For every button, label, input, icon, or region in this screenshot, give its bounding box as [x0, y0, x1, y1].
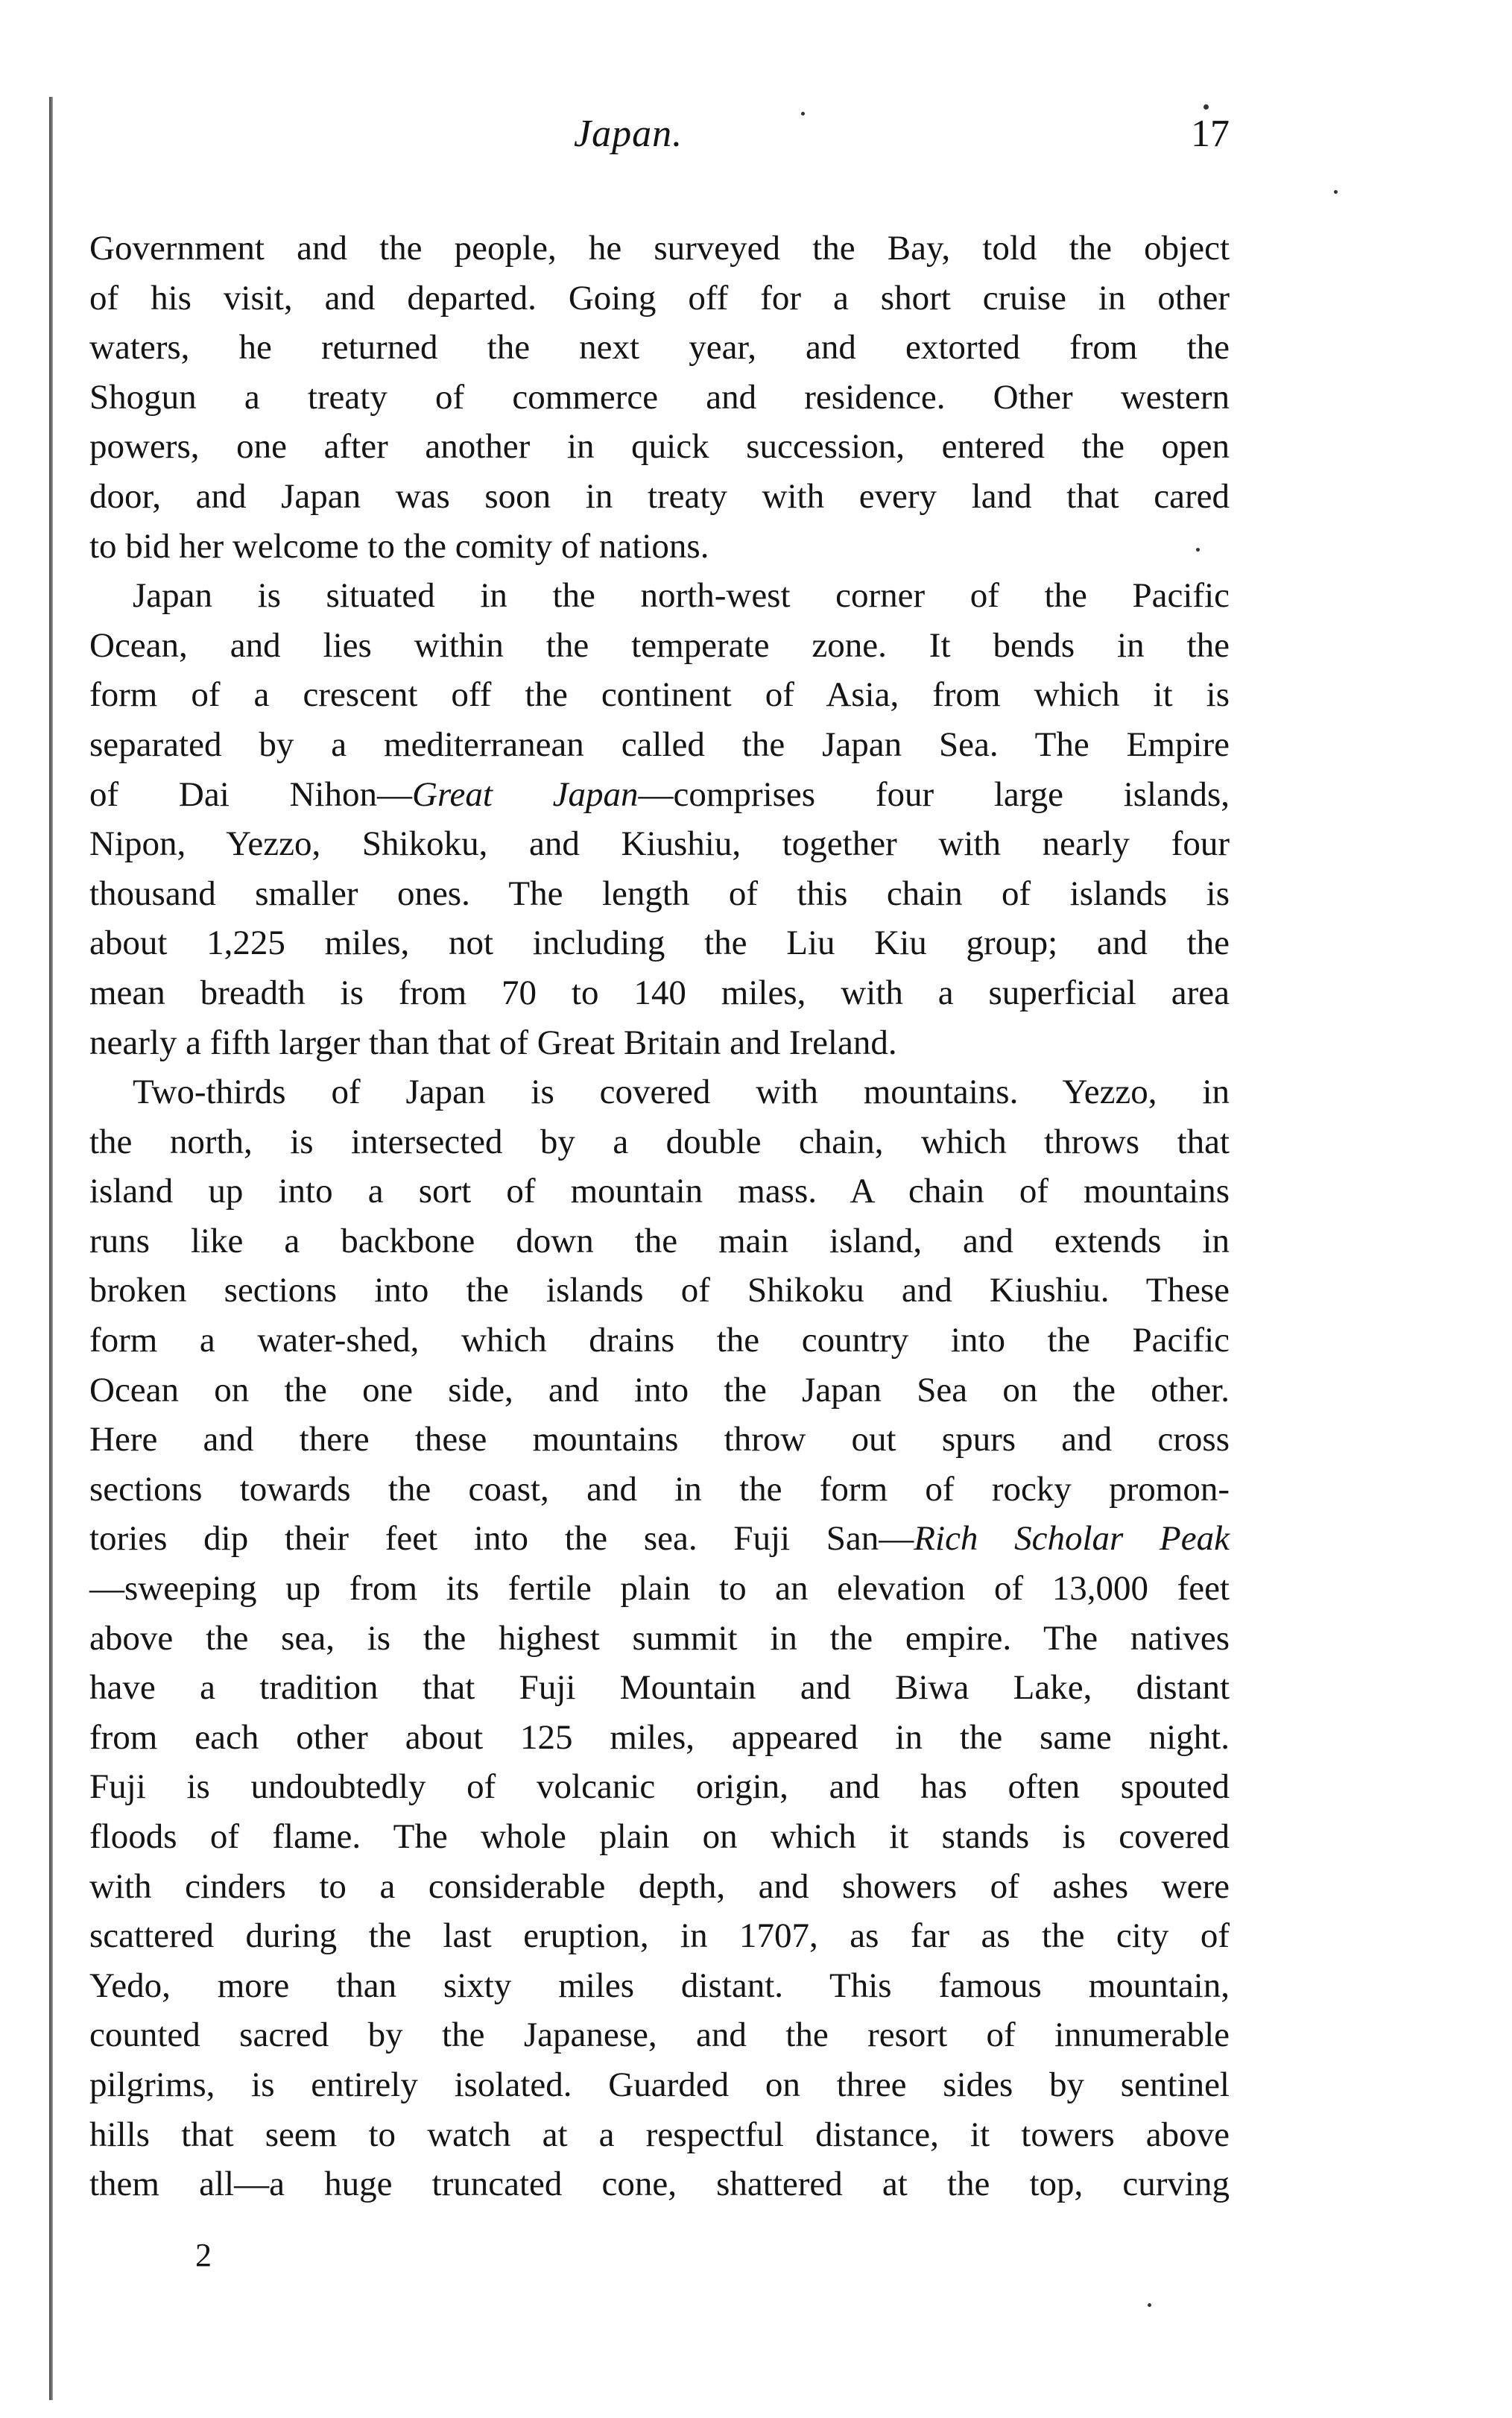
text-line: them all—a huge truncated cone, shattered at the top, curving	[89, 2165, 1230, 2204]
text-line: Ocean on the one side, and into the Japan Sea on the other.	[89, 1370, 1230, 1410]
text-line: form of a crescent off the continent of Asia, from which it is	[89, 675, 1230, 715]
text-line: sections towards the coast, and in the form of rocky promon-	[89, 1469, 1230, 1509]
text-line: Nipon, Yezzo, Shikoku, and Kiushiu, together with nearly four	[89, 824, 1230, 864]
text-line: powers, one after another in quick succession, entered the open	[89, 427, 1230, 467]
running-title: Japan.	[574, 113, 683, 155]
text-line: Yedo, more than sixty miles distant. This famous mountain,	[89, 1966, 1230, 2005]
signature-mark: 2	[195, 2237, 212, 2273]
text-line: Shogun a treaty of commerce and residence. Other western	[89, 377, 1230, 417]
text-line: scattered during the last eruption, in 1707, as far as the city of	[89, 1916, 1230, 1956]
ink-speck	[1203, 104, 1209, 110]
text-line: door, and Japan was soon in treaty with every land that cared	[89, 476, 1230, 516]
text-line: have a tradition that Fuji Mountain and Biwa Lake, distant	[89, 1668, 1230, 1708]
text-line: Two-thirds of Japan is covered with mountains. Yezzo, in	[133, 1073, 1230, 1112]
emphasis-text: Rich Scholar Peak	[914, 1519, 1230, 1559]
text-line: —sweeping up from its fertile plain to an elevation of 13,000 feet	[89, 1569, 1230, 1609]
text-line: with cinders to a considerable depth, and showers of ashes were	[89, 1866, 1230, 1906]
text-line: thousand smaller ones. The length of this chain of islands is	[89, 874, 1230, 913]
text-line: pilgrims, is entirely isolated. Guarded on three sides by sentinel	[89, 2065, 1230, 2104]
emphasis-text: Great Japan	[412, 774, 639, 814]
text-line: Ocean, and lies within the temperate zone. It bends in the	[89, 625, 1230, 665]
margin-marks	[55, 1029, 85, 2296]
ink-speck	[1148, 2303, 1151, 2307]
text-line: Here and there these mountains throw out spurs and cross	[89, 1420, 1230, 1459]
text-line: the north, is intersected by a double chain, which throws that	[89, 1122, 1230, 1161]
body-text	[89, 224, 1230, 2209]
page-number: 17	[1191, 113, 1230, 155]
text-line: from each other about 125 miles, appeared in the same night.	[89, 1717, 1230, 1757]
text-line: mean breadth is from 70 to 140 miles, with a superficial area	[89, 973, 1230, 1012]
text-line: Government and the people, he surveyed the Bay, told the object	[89, 229, 1230, 268]
text-line: island up into a sort of mountain mass. A chain of mountains	[89, 1172, 1230, 1211]
text-line: hills that seem to watch at a respectful distance, it towers above	[89, 2115, 1230, 2154]
text-line: about 1,225 miles, not including the Liu Kiu group; and the	[89, 924, 1230, 963]
text-line: of his visit, and departed. Going off for a short cruise in other	[89, 278, 1230, 318]
text-line: Japan is situated in the north-west corner of the Pacific	[133, 576, 1230, 616]
text-line: separated by a mediterranean called the Japan Sea. The Empire	[89, 725, 1230, 764]
text-line: of Dai Nihon—Great Japan—comprises four large islands,	[89, 774, 1230, 814]
running-head	[89, 112, 1230, 179]
paragraph	[89, 224, 1230, 571]
text-line: waters, he returned the next year, and extorted from the	[89, 328, 1230, 367]
text-line: form a water-shed, which drains the country into the Pacific	[89, 1321, 1230, 1360]
binding-edge	[49, 97, 53, 2400]
text-line: runs like a backbone down the main island, and extends in	[89, 1221, 1230, 1260]
text-line: nearly a fifth larger than that of Great Britain and Ireland.	[89, 1023, 897, 1062]
text-line: to bid her welcome to the comity of nations.	[89, 526, 709, 566]
text-line: above the sea, is the highest summit in the empire. The natives	[89, 1618, 1230, 1658]
text-line: broken sections into the islands of Shikoku and Kiushiu. These	[89, 1271, 1230, 1310]
paragraph	[89, 1067, 1230, 2209]
paragraph	[89, 571, 1230, 1067]
text-line: Fuji is undoubtedly of volcanic origin, and has often spouted	[89, 1767, 1230, 1807]
text-line: counted sacred by the Japanese, and the resort of innumerable	[89, 2015, 1230, 2055]
text-line: tories dip their feet into the sea. Fuji San—Rich Scholar Peak	[89, 1519, 1230, 1559]
text-line: floods of flame. The whole plain on which it stands is covered	[89, 1817, 1230, 1856]
ink-speck	[1334, 190, 1338, 194]
